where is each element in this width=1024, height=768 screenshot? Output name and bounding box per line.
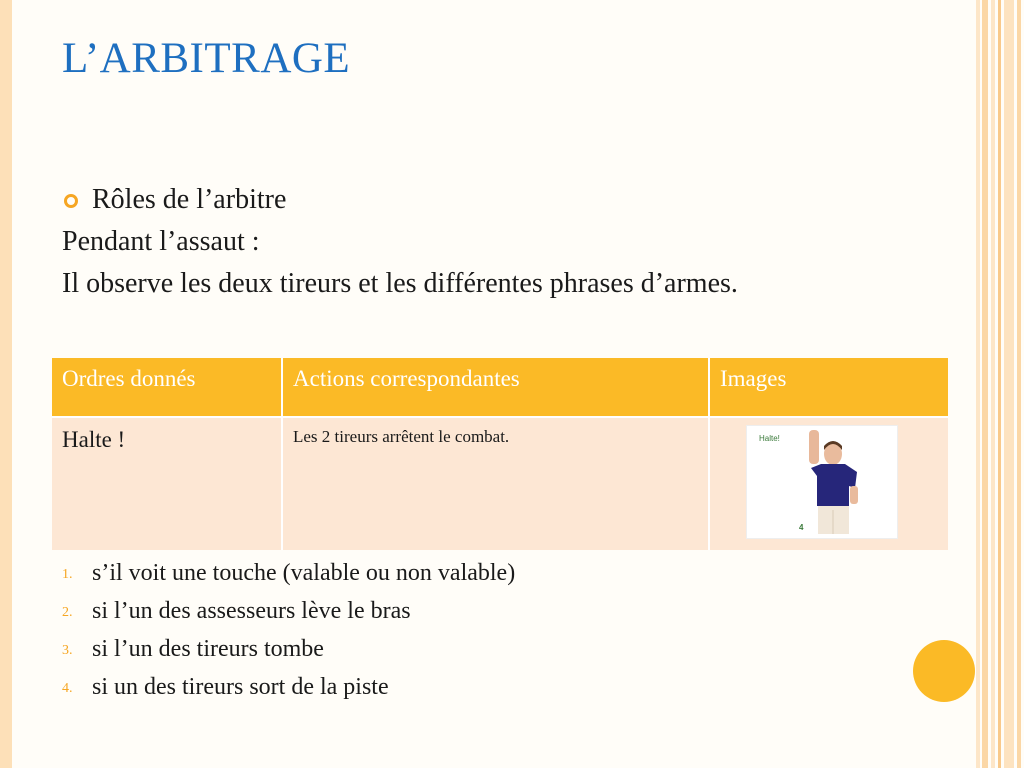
decorative-circle — [913, 640, 975, 702]
list-number: 2. — [62, 605, 73, 620]
paragraph-observe: Il observe les deux tireurs et les différentes phrases d’armes. — [62, 268, 738, 299]
halte-image — [746, 425, 898, 539]
slide-title: L’ARBITRAGE — [62, 35, 351, 82]
cell-action: Les 2 tireurs arrêtent le combat. — [282, 417, 709, 550]
header-ordres: Ordres donnés — [52, 358, 282, 417]
list-item — [62, 556, 515, 594]
list-text: si l’un des tireurs tombe — [92, 636, 324, 662]
cell-order: Halte ! — [52, 417, 282, 550]
image-number: 4 — [799, 523, 804, 532]
list-item — [62, 594, 515, 632]
list-item — [62, 632, 515, 670]
list-text: si un des tireurs sort de la piste — [92, 674, 389, 700]
left-decorative-bar — [0, 0, 12, 768]
list-number: 4. — [62, 681, 73, 696]
list-text: s’il voit une touche (valable ou non valable) — [92, 560, 516, 586]
bullet-item — [62, 182, 942, 218]
cell-image — [709, 417, 948, 550]
list-number: 1. — [62, 567, 73, 582]
right-decorative-stripes — [976, 0, 1024, 768]
referee-figure-illustration — [797, 426, 867, 536]
bullet-circle-icon — [64, 194, 78, 208]
numbered-list — [62, 556, 515, 708]
table-row — [52, 417, 948, 550]
header-images: Images — [709, 358, 948, 417]
bullet-text: Rôles de l’arbitre — [92, 184, 287, 215]
list-number: 3. — [62, 643, 73, 658]
orders-table — [52, 358, 948, 550]
paragraph-pendant: Pendant l’assaut : — [62, 226, 260, 257]
list-text: si l’un des assesseurs lève le bras — [92, 598, 411, 624]
image-caption: Halte! — [759, 434, 780, 443]
list-item — [62, 670, 515, 708]
slide-body — [62, 182, 942, 302]
table-header-row — [52, 358, 948, 417]
header-actions: Actions correspondantes — [282, 358, 709, 417]
